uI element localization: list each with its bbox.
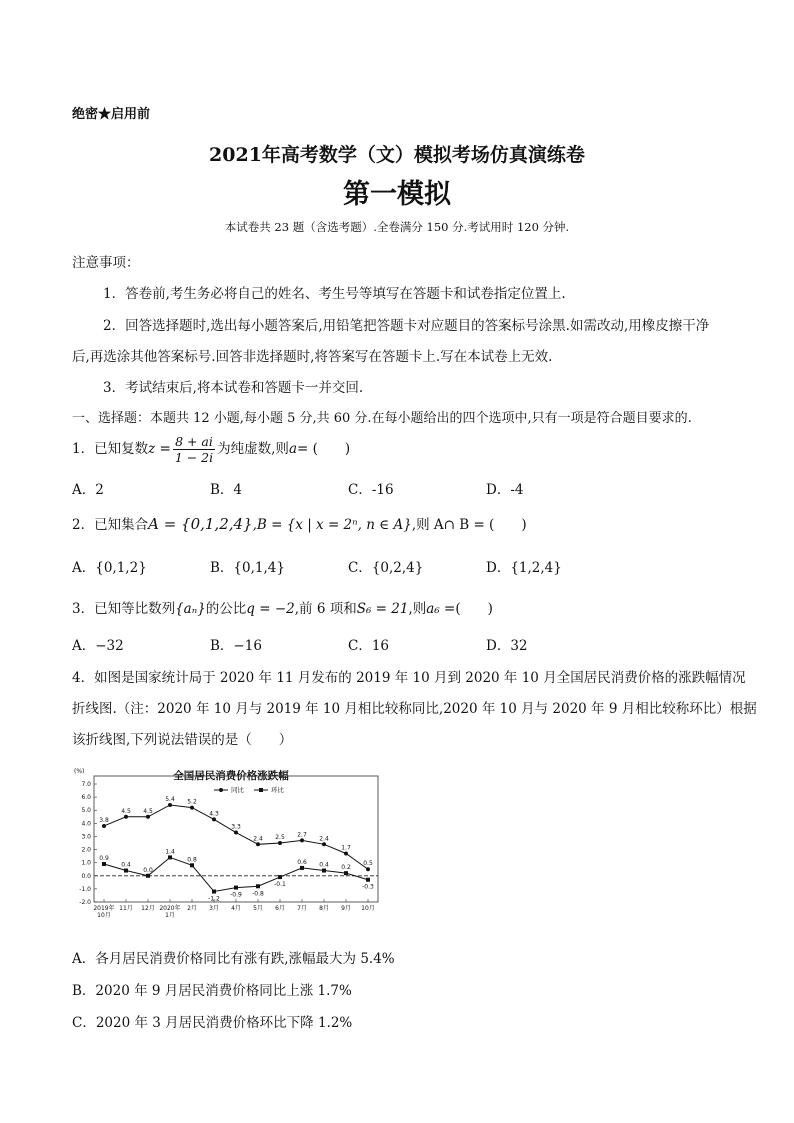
q1-option-b: B．4 [210,482,243,498]
q3-text-1: 3．已知等比数列 [72,601,176,617]
y-tick-label: 5.0 [81,807,91,815]
notice-item-1: 1．答卷前,考生务必将自己的姓名、考生号等填写在答题卡和试卷指定位置上. [103,286,566,302]
q4-option-a: A．各月居民消费价格同比有涨有跌,涨幅最大为 5.4% [72,951,395,967]
section-heading: 一、选择题：本题共 12 小题,每小题 5 分,共 60 分.在每小题给出的四个选项中,只有一项是符合题目要求的. [72,411,692,426]
series-point-yoy [322,842,326,846]
x-tick-label: 5月 [253,905,263,912]
series-point-yoy [146,815,150,819]
series-point-mom [102,862,106,866]
series-point-yoy [256,842,260,846]
y-tick-label: 2.0 [81,846,91,854]
q3-a6: a₆ = [426,601,456,617]
paper-note: 本试卷共 23 题（含选考题）.全卷满分 150 分.考试用时 120 分钟. [224,220,570,234]
x-tick-label: 4月 [231,905,241,912]
y-tick-label: 3.0 [81,833,91,841]
x-tick-label: 9月 [341,905,351,912]
series-point-mom [212,890,216,894]
q2-set-b: ,B = {x | x = 2ⁿ, n ∈ A} [252,517,412,533]
q2-tail: ,则 A∩ B = ( ) [411,517,527,533]
legend-marker-yoy [219,788,223,792]
x-tick-label: 11月 [119,905,133,912]
q3-s6: S₆ = 21 [356,601,409,617]
data-label-mom: 0.6 [297,858,307,866]
series-point-yoy [344,851,348,855]
q2-option-b: B．{0,1,4} [210,560,285,576]
data-label-yoy: 1.7 [341,844,351,852]
data-label-yoy: 2.7 [297,831,307,839]
series-point-mom [366,878,370,882]
series-point-mom [124,869,128,873]
q4-line-2: 折线图.（注：2020 年 10 月与 2019 年 10 月相比较称同比,2020 年 10 月与 2020 年 9 月相比较称环比）根据 [72,701,757,717]
q1-prefix: 1．已知复数 [72,441,149,457]
x-tick-label: 6月 [275,905,285,912]
series-point-yoy [168,803,172,807]
q3-an: {aₙ} [175,601,206,617]
q1-tail: = ( ) [297,441,351,457]
q1-option-c: C．-16 [348,482,394,498]
paper-subtitle: 第一模拟 [343,179,451,210]
q1-option-d: D．-4 [486,482,524,498]
data-label-mom: 0.4 [121,861,131,869]
series-point-yoy [300,838,304,842]
data-label-mom: 0.4 [319,861,329,869]
q3-q: q = −2 [246,601,295,617]
notice-item-3: 3．考试结束后,将本试卷和答题卡一并交回. [103,380,364,396]
data-label-mom: 0.8 [187,856,197,864]
cpi-line-chart [72,760,390,928]
data-label-mom: 0.0 [143,866,153,874]
series-point-mom [300,866,304,870]
series-point-yoy [124,815,128,819]
q2-option-c: C．{0,2,4} [348,560,424,576]
series-point-mom [168,855,172,859]
q2-prefix: 2．已知集合 [72,517,149,533]
data-label-yoy: 5.4 [165,795,175,803]
q1-numerator: 8 + ai [173,434,215,450]
series-point-mom [234,886,238,890]
q4-line-1: 4．如图是国家统计局于 2020 年 11 月发布的 2019 年 10 月到 2020 年 10 月全国居民消费价格的涨跌幅情况 [72,670,746,686]
x-tick-sublabel: 10月 [97,912,111,919]
question-2 [72,513,527,533]
q3-option-c: C．16 [348,638,390,654]
data-label-mom: 0.2 [341,864,351,872]
series-point-yoy [366,867,370,871]
data-label-mom: 1.4 [165,848,175,856]
data-label-yoy: 0.5 [363,860,373,868]
q4-option-c: C．2020 年 3 月居民消费价格环比下降 1.2% [72,1015,353,1031]
legend-label-yoy: 同比 [231,786,244,794]
q2-option-a: A．{0,1,2} [72,560,147,576]
q2-set-a: A = {0,1,2,4} [148,515,253,533]
x-tick-label: 8月 [319,905,329,912]
q3-text-3: ,前 6 项和 [294,601,357,617]
paper-title: 2021年高考数学（文）模拟考场仿真演练卷 [209,144,585,166]
data-label-mom: -0.3 [362,883,374,891]
notice-item-2: 2．回答选择题时,选出每小题答案后,用铅笔把答题卡对应题目的答案标号涂黑.如需改动,用橡皮擦干净 [103,318,710,334]
q3-option-b: B．−16 [210,638,262,654]
q1-option-a: A．2 [72,482,104,498]
y-tick-label: -1.0 [79,885,91,893]
series-point-yoy [278,841,282,845]
q4-line-3: 该折线图,下列说法错误的是（ ） [72,732,293,748]
q1-fraction [173,434,215,465]
x-tick-sublabel: 1月 [165,912,175,919]
y-tick-label: 6.0 [81,794,91,802]
y-tick-label: 7.0 [81,781,91,788]
cpi-chart [72,760,390,928]
data-label-mom: -1.2 [208,895,220,903]
series-point-yoy [102,824,106,828]
q1-denominator: 1 − 2i [174,450,214,465]
data-label-yoy: 3.8 [99,816,109,824]
legend-label-mom: 环比 [271,786,284,794]
data-label-yoy: 3.3 [231,823,241,831]
series-point-yoy [190,806,194,810]
series-point-mom [322,869,326,873]
data-label-mom: -0.1 [274,881,286,889]
data-label-yoy: 2.4 [319,835,329,843]
series-point-mom [146,874,150,878]
x-tick-label: 12月 [141,905,155,912]
x-tick-label: 3月 [209,905,219,912]
question-1 [72,434,350,465]
q1-suffix: 为纯虚数,则 [217,441,289,457]
data-label-yoy: 4.5 [143,807,153,815]
q3-option-a: A．−32 [72,638,124,654]
y-unit-label: (%) [74,768,85,775]
data-label-mom: -0.8 [252,890,264,898]
y-tick-label: 4.0 [81,820,91,828]
q2-option-d: D．{1,2,4} [486,560,562,576]
data-label-yoy: 4.5 [121,807,131,815]
x-tick-label: 2019年 [93,905,115,912]
y-tick-label: 0.0 [81,872,91,880]
chart-title: 全国居民消费价格涨跌幅 [173,770,289,782]
x-tick-label: 2月 [187,905,197,912]
data-label-yoy: 4.3 [209,810,219,818]
series-point-mom [256,884,260,888]
data-label-yoy: 5.2 [187,798,197,806]
x-tick-label: 2020年 [159,905,181,912]
legend-marker-mom [259,788,263,792]
chart-frame [94,776,378,902]
q4-option-b: B．2020 年 9 月居民消费价格同比上涨 1.7% [72,983,352,999]
series-point-mom [344,871,348,875]
x-tick-label: 7月 [297,905,307,912]
x-tick-label: 10月 [361,905,375,912]
q3-option-d: D．32 [486,638,528,654]
data-label-mom: 0.9 [99,854,109,862]
series-point-mom [278,875,282,879]
series-point-yoy [234,831,238,835]
y-tick-label: -2.0 [79,899,91,906]
q3-text-2: 的公比 [205,601,247,617]
q1-z: z = [148,441,171,457]
q1-a: a [288,441,297,457]
series-point-yoy [212,817,216,821]
data-label-mom: -0.9 [230,891,242,899]
data-label-yoy: 2.5 [275,834,285,841]
q3-tail: ( ) [455,601,493,617]
notice-heading: 注意事项： [72,255,140,271]
confidential-label: 绝密★启用前 [72,107,151,122]
question-3 [72,597,493,617]
q3-text-4: ,则 [408,601,427,617]
y-tick-label: 1.0 [81,859,91,867]
series-point-mom [190,863,194,867]
data-label-yoy: 2.4 [253,835,263,843]
notice-item-2-cont: 后,再选涂其他答案标号.回答非选择题时,将答案写在答题卡上.写在本试卷上无效. [72,349,553,365]
